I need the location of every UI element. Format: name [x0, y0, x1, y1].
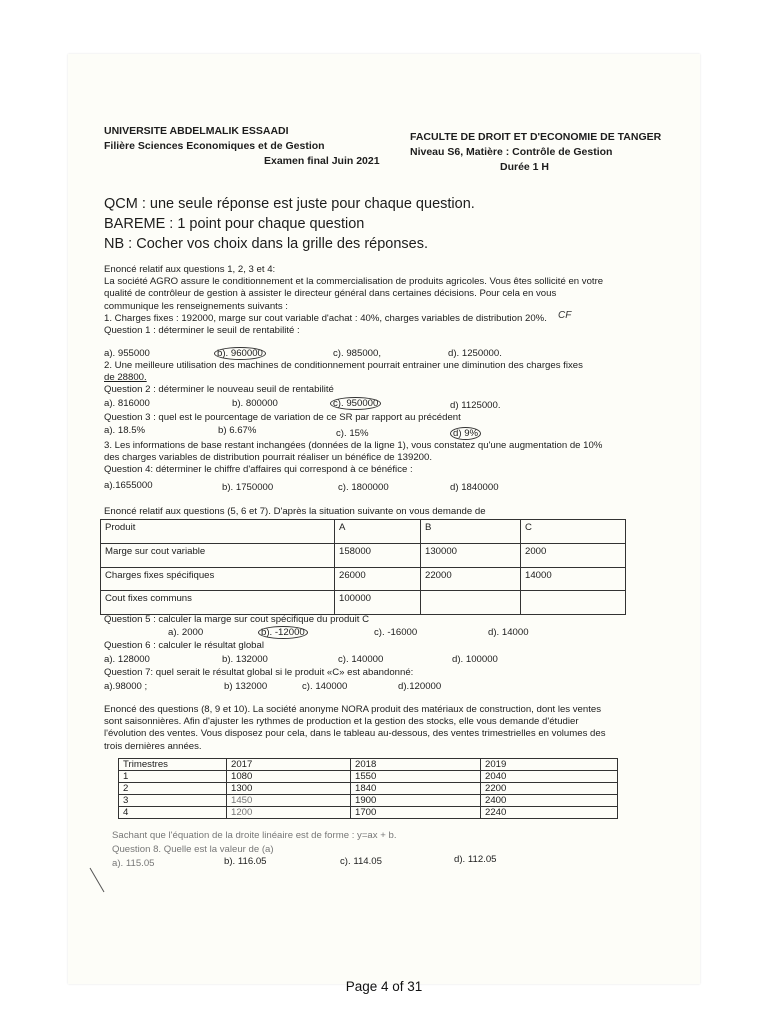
- table-cell: 1900: [351, 795, 481, 807]
- table-cell: 2200: [481, 783, 618, 795]
- table-cell: Charges fixes spécifiques: [101, 567, 335, 591]
- q2-line: 2. Une meilleure utilisation des machines de conditionnement pourrait entrainer une diminution des charges fixes: [104, 360, 583, 371]
- section3-line: sont saisonnières. Afin d'ajuster les rythmes de production et la gestion des stocks, elle vous demande d'étudier: [104, 716, 579, 728]
- q1-option-b-label: b). 960000: [214, 347, 266, 360]
- q3-option-b[interactable]: b) 6.67%: [218, 425, 257, 436]
- pen-stroke-mark: [88, 866, 108, 896]
- question-3-text: Question 3 : quel est le pourcentage de variation de ce SR par rapport au précédent: [104, 412, 461, 423]
- table-row: [119, 795, 618, 807]
- question-7-text: Question 7: quel serait le résultat global si le produit «C» est abandonné:: [104, 667, 414, 678]
- question-6-text: Question 6 : calculer le résultat global: [104, 640, 264, 651]
- instruction-qcm: QCM : une seule réponse est juste pour chaque question.: [104, 196, 475, 212]
- table-cell: 1700: [351, 807, 481, 819]
- table-header-cell: C: [521, 520, 626, 544]
- instructions: [104, 194, 475, 254]
- instruction-bareme: BAREME : 1 point pour chaque question: [104, 216, 365, 232]
- q1-option-a[interactable]: a). 955000: [104, 348, 150, 359]
- q1-option-d[interactable]: d). 1250000.: [448, 348, 502, 359]
- q2-option-a[interactable]: a). 816000: [104, 398, 150, 409]
- q4-line: 3. Les informations de base restant inchangées (données de la ligne 1), vous constatez qu'une augmentation de 10%: [104, 440, 603, 451]
- exam-title: Examen final Juin 2021: [264, 155, 380, 167]
- q1-option-c[interactable]: c). 985000,: [333, 348, 382, 359]
- table-cell: 1080: [227, 771, 351, 783]
- q7-option-d[interactable]: d).120000: [398, 681, 442, 692]
- q5-option-d[interactable]: d). 14000: [488, 627, 529, 638]
- university-name: UNIVERSITE ABDELMALIK ESSAADI: [104, 125, 289, 137]
- table-row: [101, 543, 626, 567]
- table-cell: 26000: [335, 567, 421, 591]
- q8-option-c[interactable]: c). 114.05: [340, 856, 382, 867]
- table-header-row: [119, 759, 618, 771]
- table-cell: 22000: [421, 567, 521, 591]
- table-cell: 2400: [481, 795, 618, 807]
- question-8-text: Question 8. Quelle est la valeur de (a): [112, 844, 274, 855]
- table-cell: 1300: [227, 783, 351, 795]
- q4-option-b[interactable]: b). 1750000: [222, 482, 274, 493]
- q4-option-d[interactable]: d) 1840000: [450, 482, 499, 493]
- table-header-cell: 2019: [481, 759, 618, 771]
- equation-note: Sachant que l'équation de la droite linéaire est de forme : y=ax + b.: [112, 830, 397, 841]
- q5-option-a[interactable]: a). 2000: [168, 627, 204, 638]
- section1-line: qualité de contrôleur de gestion à assister le directeur général dans certaines décisions. Pour cela en vous: [104, 288, 557, 300]
- table-header-cell: Trimestres: [119, 759, 227, 771]
- q6-option-c[interactable]: c). 140000: [338, 654, 384, 665]
- q1-option-b[interactable]: [214, 348, 266, 359]
- q7-option-b[interactable]: b) 132000: [224, 681, 268, 692]
- table-cell: 1550: [351, 771, 481, 783]
- q4-line: des charges variables de distribution pourrait réaliser un bénéfice de 139200.: [104, 452, 432, 464]
- header-right: [410, 130, 661, 175]
- table-header-cell: B: [421, 520, 521, 544]
- table-cell: 14000: [521, 567, 626, 591]
- table-header-row: [101, 520, 626, 544]
- question-4-text: Question 4: déterminer le chiffre d'affaires qui correspond à ce bénéfice :: [104, 464, 413, 476]
- table-cell: Cout fixes communs: [101, 591, 335, 615]
- section3-intro: [104, 704, 606, 753]
- table-cell: 3: [119, 795, 227, 807]
- margin-table: [100, 519, 626, 615]
- question-4-block: [104, 440, 602, 477]
- q6-option-d[interactable]: d). 100000: [452, 654, 498, 665]
- program-name: Filière Sciences Economiques et de Gestion: [104, 140, 325, 152]
- q5-option-b[interactable]: [258, 627, 308, 638]
- question-5-text: Question 5 : calculer la marge sur cout spécifique du produit C: [104, 614, 370, 625]
- sales-table: [118, 758, 618, 819]
- table-cell: 1200: [227, 807, 351, 819]
- q2-option-c[interactable]: [330, 398, 381, 409]
- q3-option-c[interactable]: c). 15%: [336, 428, 369, 439]
- table-header-cell: A: [335, 520, 421, 544]
- table-cell: 2000: [521, 543, 626, 567]
- section3-line: l'évolution des ventes. Vous disposez pour cela, dans le tableau au-dessous, des ventes trimestrielles en volumes des: [104, 728, 606, 740]
- header-left: [104, 124, 380, 169]
- q7-option-c[interactable]: c). 140000: [302, 681, 348, 692]
- question-1-text: Question 1 : déterminer le seuil de rentabilité :: [104, 325, 300, 337]
- table-header-cell: 2018: [351, 759, 481, 771]
- section1-line: communique les renseignements suivants :: [104, 300, 288, 312]
- q6-option-b[interactable]: b). 132000: [222, 654, 268, 665]
- question-2-text: Question 2 : déterminer le nouveau seuil de rentabilité: [104, 384, 334, 396]
- table-cell: 2: [119, 783, 227, 795]
- table-header-cell: 2017: [227, 759, 351, 771]
- q2-option-d[interactable]: d) 1125000.: [450, 400, 501, 411]
- section3-line: trois dernières années.: [104, 740, 202, 752]
- q4-option-c[interactable]: c). 1800000: [338, 482, 389, 493]
- table-cell: 4: [119, 807, 227, 819]
- exam-page: [68, 54, 700, 984]
- table-row: [119, 783, 618, 795]
- page-footer: Page 4 of 31: [345, 979, 423, 994]
- q8-option-a[interactable]: a). 115.05: [112, 858, 155, 869]
- course-level: Niveau S6, Matière : Contrôle de Gestion: [410, 146, 613, 158]
- q6-option-a[interactable]: a). 128000: [104, 654, 150, 665]
- q2-option-b[interactable]: b). 800000: [232, 398, 278, 409]
- question-2-block: [104, 360, 583, 397]
- faculty-name: FACULTE DE DROIT ET D'ECONOMIE DE TANGER: [410, 131, 662, 143]
- table-cell: 1450: [227, 795, 351, 807]
- table-cell: 100000: [335, 591, 421, 615]
- table-row: [119, 771, 618, 783]
- section1-line: Enoncé relatif aux questions 1, 2, 3 et 4:: [104, 264, 276, 275]
- table-row: [101, 567, 626, 591]
- table-header-cell: Produit: [101, 520, 335, 544]
- q5-option-c[interactable]: c). -16000: [374, 627, 418, 638]
- table-cell: 1840: [351, 783, 481, 795]
- q4-option-a[interactable]: a).1655000: [104, 480, 153, 491]
- instruction-nb: NB : Cocher vos choix dans la grille des réponses.: [104, 236, 428, 252]
- q3-option-d[interactable]: [450, 428, 481, 439]
- q8-option-d[interactable]: d). 112.05: [454, 854, 497, 865]
- table-row: [119, 807, 618, 819]
- section3-line: Enoncé des questions (8, 9 et 10). La société anonyme NORA produit des matériaux de construction, dont les ventes: [104, 704, 602, 715]
- q2-line: de 28800.: [104, 372, 147, 384]
- table-cell: 158000: [335, 543, 421, 567]
- q5-option-b-label: b). -12000: [258, 626, 308, 639]
- table-cell: 130000: [421, 543, 521, 567]
- handwritten-cf-note: CF: [558, 310, 572, 321]
- q3-option-d-label: d) 9%: [450, 427, 481, 440]
- table-row: [101, 591, 626, 615]
- section1-line: 1. Charges fixes : 192000, marge sur cout variable d'achat : 40%, charges variables de distribution 20%.: [104, 312, 547, 324]
- q8-option-b[interactable]: b). 116.05: [224, 856, 267, 867]
- table-cell: Marge sur cout variable: [101, 543, 335, 567]
- section1-intro: [104, 264, 603, 337]
- table-cell: [521, 591, 626, 615]
- duration: Durée 1 H: [500, 161, 550, 173]
- section2-intro: Enoncé relatif aux questions (5, 6 et 7). D'après la situation suivante on vous demande de: [104, 506, 486, 517]
- table-cell: 1: [119, 771, 227, 783]
- table-cell: 2240: [481, 807, 618, 819]
- q3-option-a[interactable]: a). 18.5%: [104, 425, 146, 436]
- section1-line: La société AGRO assure le conditionnement et la commercialisation de produits agricoles. Vous êtes sollicité en votre: [104, 276, 604, 288]
- q7-option-a[interactable]: a).98000 ;: [104, 681, 148, 692]
- table-cell: 2040: [481, 771, 618, 783]
- table-cell: [421, 591, 521, 615]
- q2-option-c-label: c). 950000: [330, 397, 381, 410]
